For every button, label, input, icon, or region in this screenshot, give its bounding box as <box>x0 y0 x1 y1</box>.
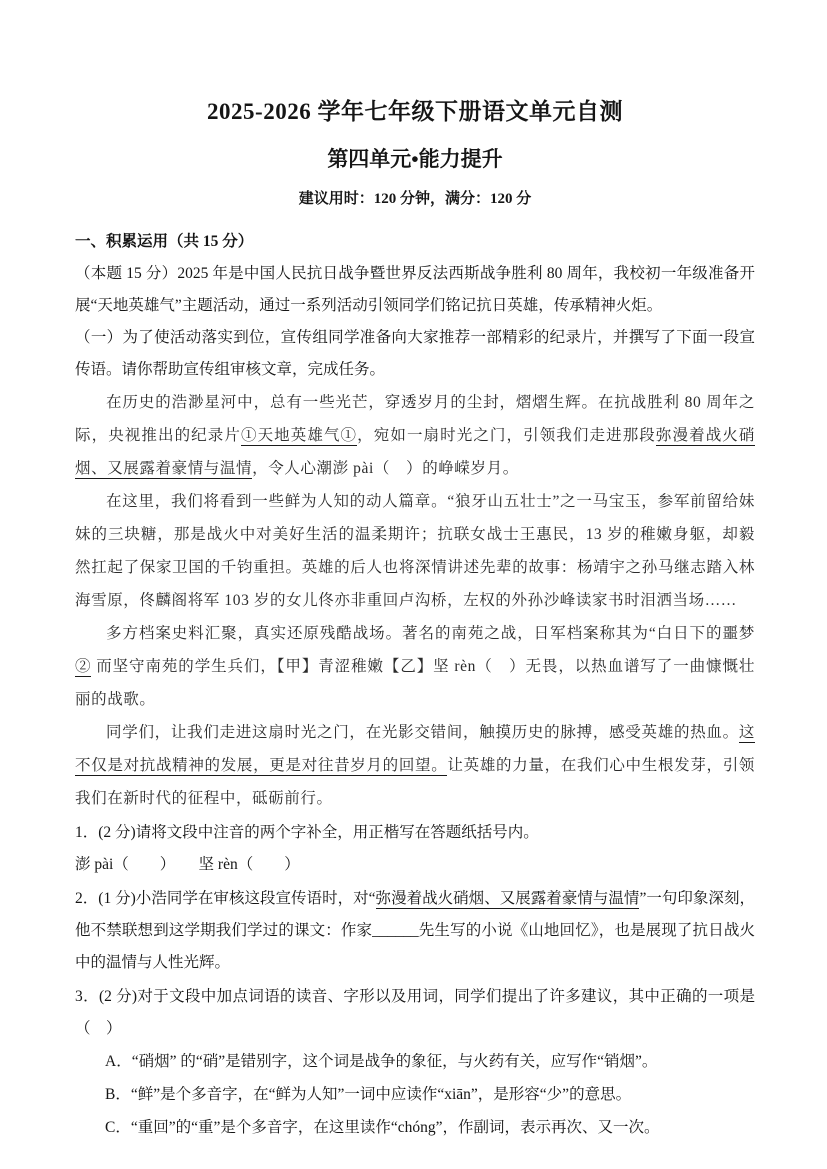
underlined-phrase-war-smoke: 弥漫着战火硝烟、又展露着豪情与温情 <box>75 427 755 477</box>
question-2-text: 先生写的小说《山地回忆》，也是展现了抗日战火中的温情与人性光辉。 <box>75 922 755 971</box>
question-1-stem: 1．(2 分)请将文段中注音的两个字补全，用正楷写在答题纸括号内。 <box>75 824 539 841</box>
question-3-option-c: C．“重回”的“重”是个多音字，在这里读作“chóng”，作副词，表示再次、又一次。 <box>105 1119 660 1136</box>
passage-paragraph-3 <box>75 617 755 716</box>
question-2-text: 2．(1 分)小浩同学在审核这段宣传语时，对“ <box>75 890 376 907</box>
exam-subtitle: 第四单元•能力提升 <box>327 147 503 171</box>
passage-text: 同学们，让我们走进这扇时光之门，在光影交错间，触摸历史的脉搏，感受英雄的热血。 <box>106 724 739 741</box>
question-3-option-a: A．“硝烟” 的“硝”是错别字，这个词是战争的象征，与火药有关，应写作“销烟”。 <box>105 1053 658 1070</box>
underlined-circled-two: ② <box>75 658 92 675</box>
section-one-intro: （本题 15 分）2025 年是中国人民抗日战争暨世界反法西斯战争胜利 80 周年，我校初一年级准备开展“天地英雄气”主题活动，通过一系列活动引领同学们铭记抗日英雄，传承精神火炬。 <box>75 265 755 314</box>
exam-time-score-line: 建议用时：120 分钟，满分：120 分 <box>298 191 532 207</box>
passage-text: ，令人心潮澎 pài（ ）的峥嵘岁月。 <box>252 460 519 477</box>
underlined-sentence-review: 这不仅是对抗战精神的发展，更是对往昔岁月的回望。 <box>75 724 755 774</box>
section-one-heading: 一、积累运用（共 15 分） <box>75 233 254 250</box>
passage-text: 多方档案史料汇聚，真实还原残酷战场。著名的南苑之战，日军档案称其为“白日下的噩梦 <box>106 625 755 642</box>
passage-paragraph-2: 在这里，我们将看到一些鲜为人知的动人篇章。“狼牙山五壮士”之一马宝玉，参军前留给妹妹的三块糖，那是战火中对美好生活的温柔期许；抗联女战士王惠民，13 岁的稚嫩身躯，却毅然扛起了保家卫国的千钧重担。英雄的后人也将深情讲述先辈的故事：杨靖宇之孙马继志踏入林海雪原，佟麟阁将军 103 岁的女儿佟亦非重回卢沟桥，左权的外孙沙峰读家书时泪洒当场…… <box>75 493 755 609</box>
exam-title: 2025-2026 学年七年级下册语文单元自测 <box>207 99 623 124</box>
passage-text: ，宛如一扇时光之门，引领我们走进那段 <box>357 427 656 444</box>
question-2-text: ”一句印象深刻，他不禁联想到这学期我们学过的课文：作家 <box>75 890 755 939</box>
part-one-lead: （一）为了使活动落实到位，宣传组同学准备向大家推荐一部精彩的纪录片，并撰写了下面一段宣传语。请你帮助宣传组审核文章，完成任务。 <box>75 329 755 378</box>
underlined-quoted-phrase: 弥漫着战火硝烟、又展露着豪情与温情 <box>375 890 640 907</box>
passage-paragraph-4 <box>75 716 755 815</box>
passage-text: 在历史的浩渺星河中，总有一些光芒，穿透岁月的尘封，熠熠生辉。在抗战胜利 80 周年之际，央视推出的纪录片 <box>75 394 755 444</box>
underlined-documentary-title: ①天地英雄气① <box>240 427 358 444</box>
fill-in-blank: ______ <box>372 922 419 939</box>
passage-paragraph-1 <box>75 386 755 485</box>
passage-text: 而坚守南苑的学生兵们，【甲】青涩稚嫩【乙】坚 rèn（ ）无畏，以热血谱写了一曲慷慨壮丽的战歌。 <box>75 658 755 708</box>
question-3-option-b: B．“鲜”是个多音字，在“鲜为人知”一词中应读作“xiān”，是形容“少”的意思。 <box>105 1086 632 1103</box>
question-3-stem: 3．(2 分)对于文段中加点词语的读音、字形以及用词，同学们提出了许多建议，其中正确的一项是（ ） <box>75 988 755 1037</box>
question-2 <box>75 883 755 979</box>
passage-text: 让英雄的力量，在我们心中生根发芽，引领我们在新时代的征程中，砥砺前行。 <box>75 757 755 807</box>
question-1-answer-line: 澎 pài（ ） 坚 rèn（ ） <box>75 856 300 873</box>
